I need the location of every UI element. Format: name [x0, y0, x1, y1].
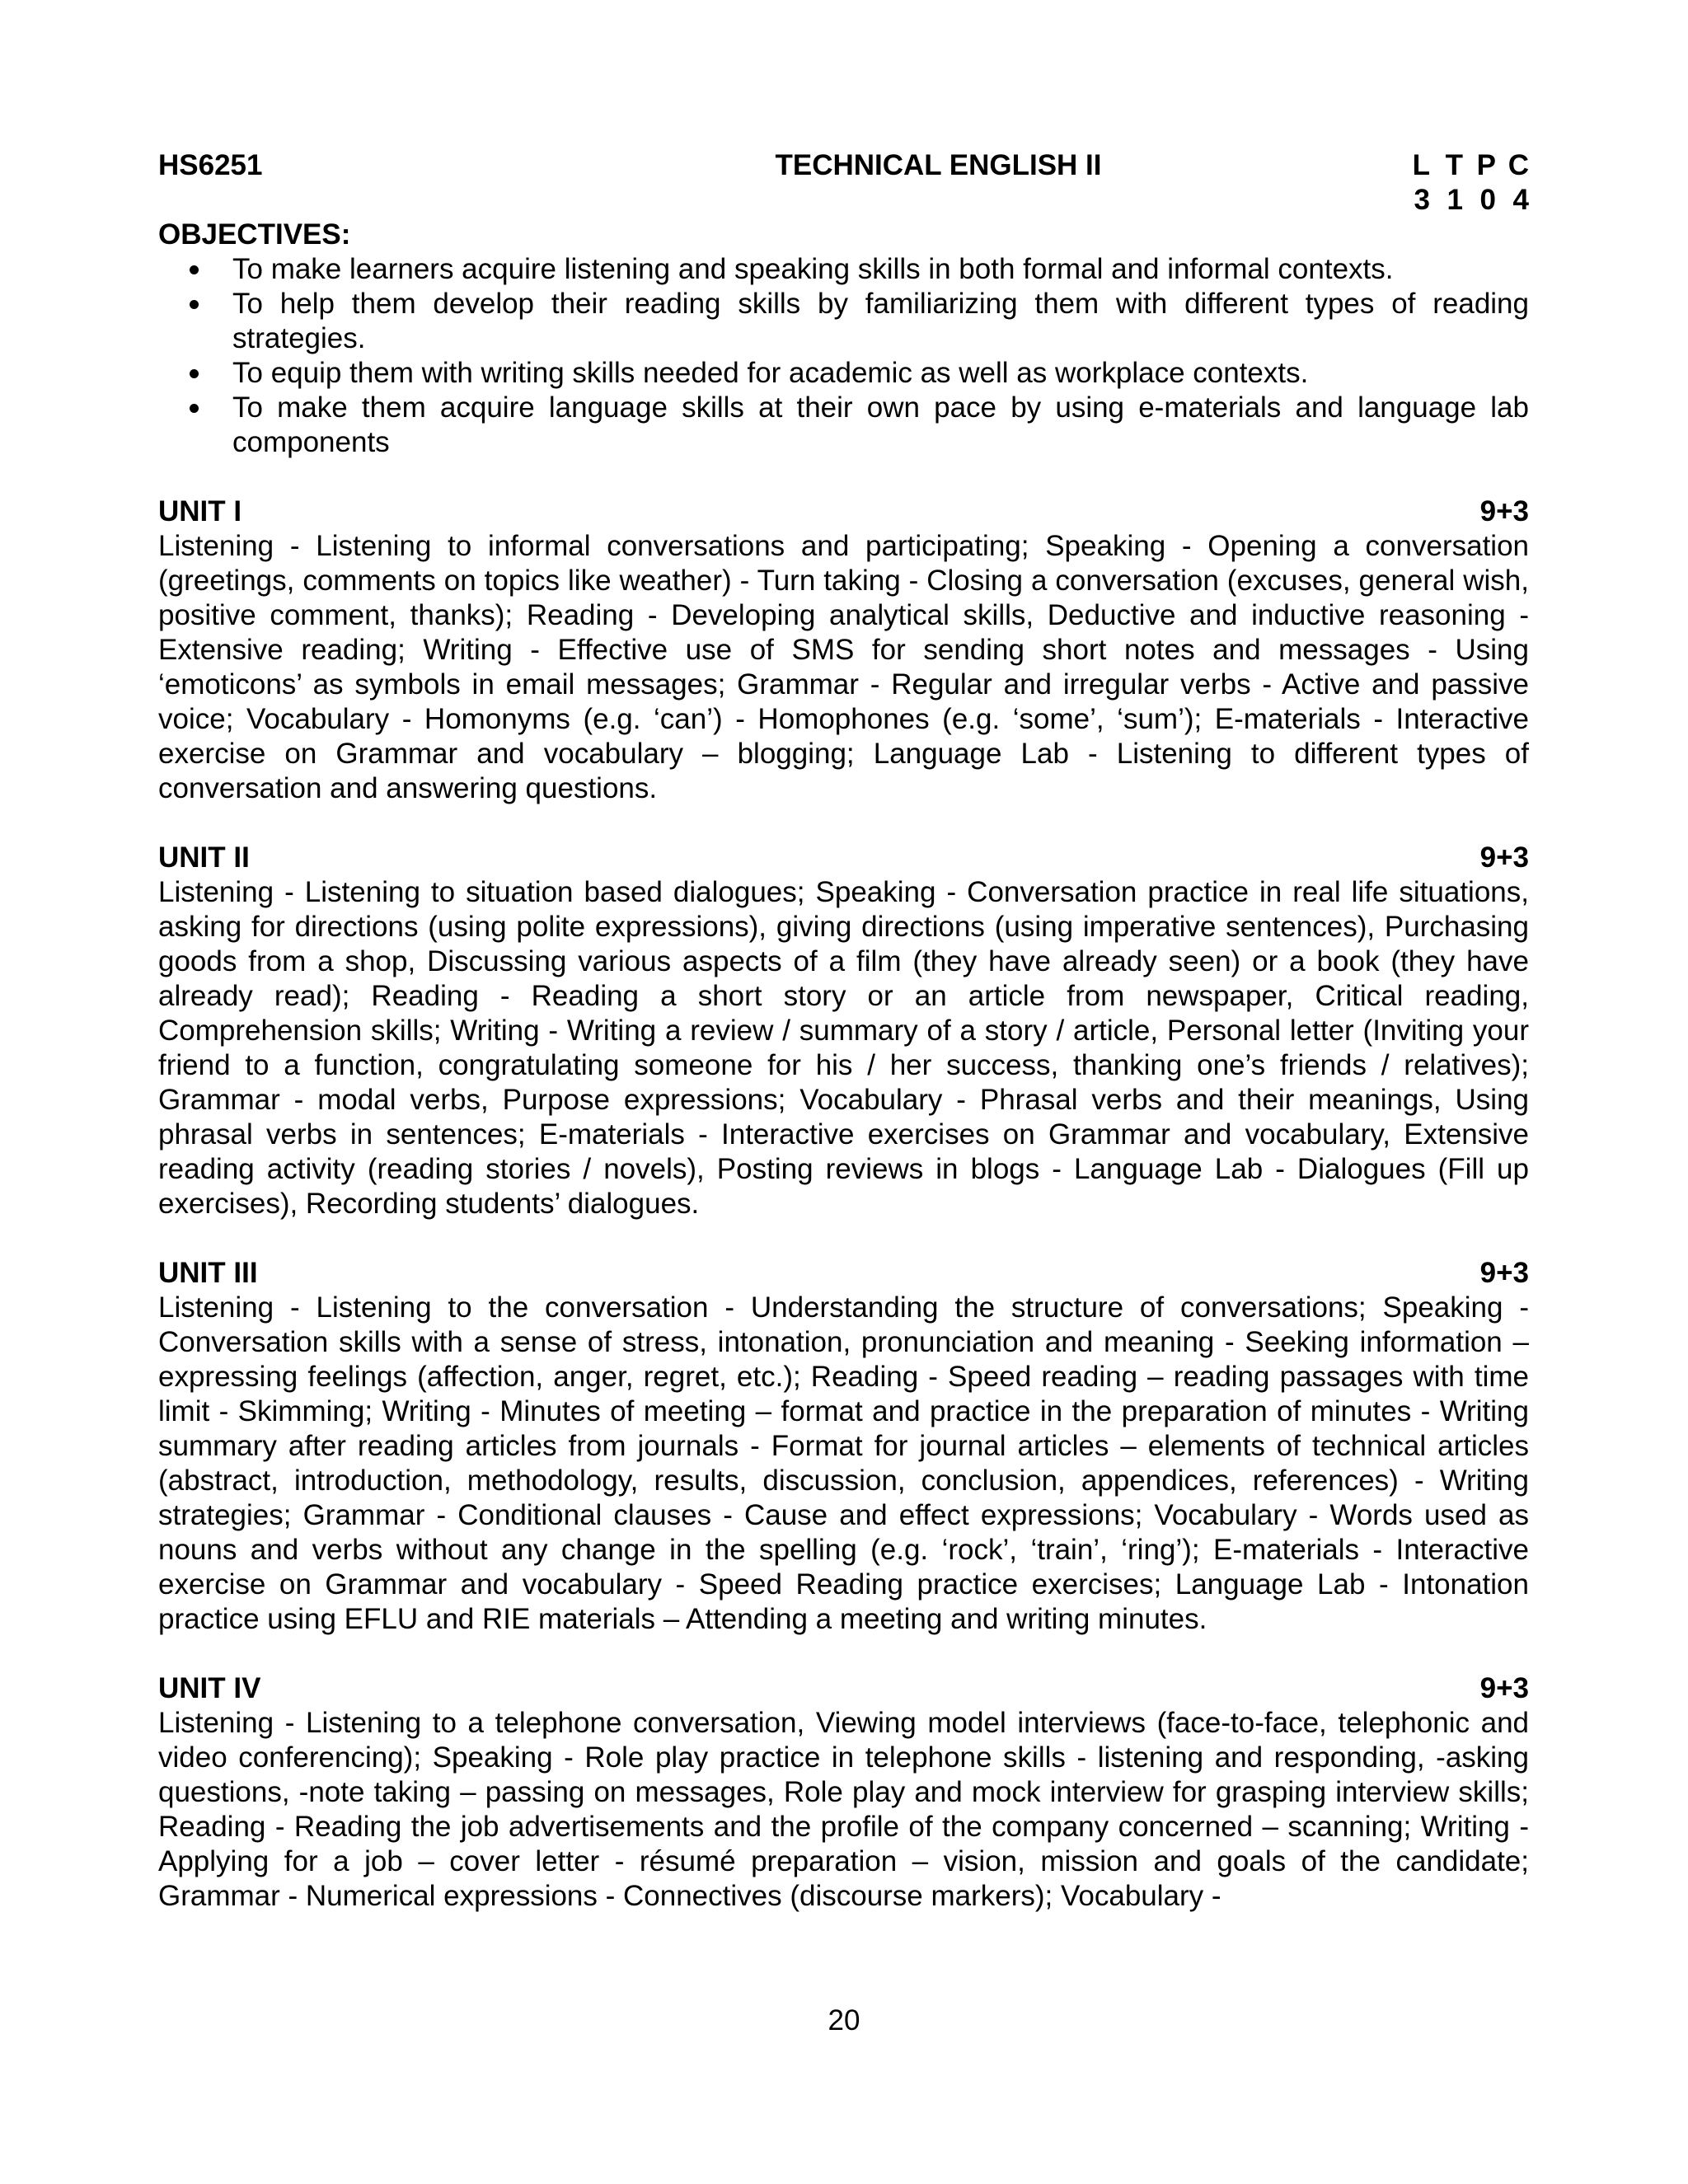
page-number: 20	[828, 2004, 860, 2036]
bullet-icon	[190, 404, 199, 413]
course-code: HS6251	[158, 149, 263, 181]
objective-item	[158, 356, 1529, 391]
unit-heading	[158, 1256, 1529, 1291]
objective-text: To make them acquire language skills at their own pace by using e-materials and language lab components	[232, 391, 1529, 458]
unit-hours: 9+3	[1479, 841, 1529, 874]
ltpc-label-p: P	[1476, 149, 1496, 181]
ltpc-label-l: L	[1412, 149, 1430, 181]
ltpc-labels	[1397, 148, 1529, 183]
unit-title: UNIT III	[158, 1257, 258, 1289]
course-title: TECHNICAL ENGLISH II	[775, 149, 1102, 181]
objectives-list	[158, 252, 1529, 460]
course-header	[158, 148, 1529, 183]
bullet-icon	[190, 369, 199, 378]
unit-text: Listening - Listening to a telephone conversation, Viewing model interviews (face-to-face, telephonic and video conferencing); Speaking - Role play practice in telephone skills - listening and responding, -asking questions, -note taking – passing on messages, Role play and mock interview for grasping interview skills; Reading - Reading the job advertisements and the profile of the company concerned – scanning; Writing - Applying for a job – cover letter - résumé preparation – vision, mission and goals of the candidate; Grammar - Numerical expressions - Connectives (discourse markers); Vocabulary -	[158, 1707, 1529, 1912]
objective-item	[158, 391, 1529, 460]
bullet-icon	[190, 300, 199, 309]
unit-text: Listening - Listening to situation based dialogues; Speaking - Conversation practice in real life situations, asking for directions (using polite expressions), giving directions (using imperative sentences), Purchasing goods from a shop, Discussing various aspects of a film (they have already seen) or a book (they have already read); Reading - Reading a short story or an article from newspaper, Critical reading, Comprehension skills; Writing - Writing a review / summary of a story / article, Personal letter (Inviting your friend to a function, congratulating someone for his / her success, thanking one’s friends / relatives); Grammar - modal verbs, Purpose expressions; Vocabulary - Phrasal verbs and their meanings, Using phrasal verbs in sentences; E-materials - Interactive exercises on Grammar and vocabulary, Extensive reading activity (reading stories / novels), Posting reviews in blogs - Language Lab - Dialogues (Fill up exercises), Recording students’ dialogues.	[158, 876, 1529, 1220]
objective-text: To equip them with writing skills needed for academic as well as workplace contexts.	[232, 357, 1309, 389]
unit-heading	[158, 841, 1529, 875]
unit-1	[158, 494, 1529, 806]
unit-title: UNIT IV	[158, 1672, 261, 1704]
unit-title: UNIT II	[158, 841, 250, 874]
ltpc-value-t: 1	[1447, 184, 1463, 216]
unit-hours: 9+3	[1479, 1672, 1529, 1704]
objectives-title: OBJECTIVES:	[158, 218, 351, 251]
ltpc-value-c: 4	[1512, 184, 1529, 216]
ltpc-values	[1397, 183, 1529, 218]
bullet-icon	[190, 265, 199, 274]
objective-item	[158, 287, 1529, 356]
syllabus-page	[158, 148, 1529, 1914]
unit-hours: 9+3	[1479, 495, 1529, 527]
objective-text: To make learners acquire listening and speaking skills in both formal and informal contexts.	[232, 253, 1394, 285]
ltpc-value-p: 0	[1479, 184, 1496, 216]
ltpc-values-row	[158, 183, 1529, 218]
objective-text: To help them develop their reading skills by familiarizing them with different types of reading strategies.	[232, 288, 1529, 354]
objective-item	[158, 252, 1529, 287]
ltpc-label-c: C	[1507, 149, 1529, 181]
ltpc-label-t: T	[1445, 149, 1463, 181]
unit-text: Listening - Listening to informal conversations and participating; Speaking - Opening a conversation (greetings, comments on topics like weather) - Turn taking - Closing a conversation (excuses, general wish, positive comment, thanks); Reading - Developing analytical skills, Deductive and inductive reasoning - Extensive reading; Writing - Effective use of SMS for sending short notes and messages - Using ‘emoticons’ as symbols in email messages; Grammar - Regular and irregular verbs - Active and passive voice; Vocabulary - Homonyms (e.g. ‘can’) - Homophones (e.g. ‘some’, ‘sum’); E-materials - Interactive exercise on Grammar and vocabulary – blogging; Language Lab - Listening to different types of conversation and answering questions.	[158, 530, 1529, 804]
unit-heading	[158, 494, 1529, 529]
unit-text: Listening - Listening to the conversation - Understanding the structure of conversations; Speaking - Conversation skills with a sense of stress, intonation, pronunciation and meaning - Seeking information – expressing feelings (affection, anger, regret, etc.); Reading - Speed reading – reading passages with time limit - Skimming; Writing - Minutes of meeting – format and practice in the preparation of minutes - Writing summary after reading articles from journals - Format for journal articles – elements of technical articles (abstract, introduction, methodology, results, discussion, conclusion, appendices, references) - Writing strategies; Grammar - Conditional clauses - Cause and effect expressions; Vocabulary - Words used as nouns and verbs without any change in the spelling (e.g. ‘rock’, ‘train’, ‘ring’); E-materials - Interactive exercise on Grammar and vocabulary - Speed Reading practice exercises; Language Lab - Intonation practice using EFLU and RIE materials – Attending a meeting and writing minutes.	[158, 1291, 1529, 1635]
unit-2	[158, 841, 1529, 1221]
unit-hours: 9+3	[1479, 1257, 1529, 1289]
unit-heading	[158, 1671, 1529, 1706]
unit-title: UNIT I	[158, 495, 242, 527]
ltpc-value-l: 3	[1414, 184, 1430, 216]
unit-4	[158, 1671, 1529, 1914]
unit-3	[158, 1256, 1529, 1637]
